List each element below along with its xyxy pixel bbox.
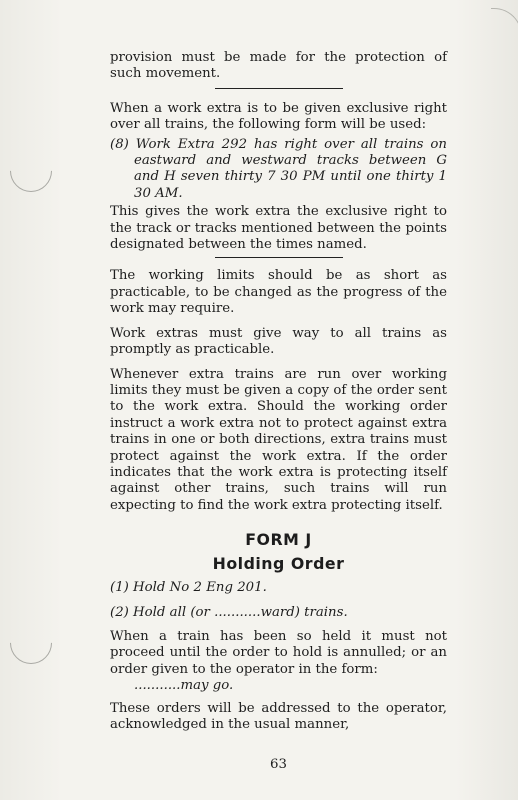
form-example-text: Work Extra 292 has right over all trains on eastward and westward tracks between G and H seven thirty 7 30 PM until one thirty 1 30 AM.	[134, 136, 447, 201]
binder-hole-bottom	[1, 613, 60, 672]
paragraph-extra-trains: Whenever extra trains are run over working limits they must be given a copy of the order sent to the work extra. Should the working order instruct a work extra not to protect against extra trains in one or both directions, extra trains must protect against the work extra. If the order indicates that the work extra is protecting itself against other trains, such trains will run expecting to find the work extra protecting itself.	[110, 366, 447, 513]
paragraph-provision: provision must be made for the protection of such movement.	[110, 50, 447, 82]
paragraph-work-extra-intro: When a work extra is to be given exclusive right over all trains, the following form will be used:	[110, 100, 447, 133]
holding-order-1: (1) Hold No 2 Eng 201.	[110, 580, 267, 596]
page-corner-edge	[491, 8, 518, 89]
section-rule	[215, 88, 343, 89]
paragraph-exclusive-right: This gives the work extra the exclusive right to the track or tracks mentioned between the points designated between the times named.	[110, 204, 447, 253]
form-example-number: (8)	[110, 136, 129, 152]
paragraph-held-train: When a train has been so held it must not proceed until the order to hold is annulled; or an order given to the operator in the form:	[110, 628, 447, 677]
binder-hole-top	[1, 141, 60, 200]
form-example-8	[110, 137, 447, 203]
text-column	[110, 50, 447, 733]
section-rule	[215, 257, 343, 258]
page-number: 63	[270, 757, 287, 772]
holding-order-2: (2) Hold all (or ...........ward) trains.	[110, 604, 348, 620]
form-heading: FORM J	[245, 530, 312, 550]
may-go-form: ...........may go.	[134, 678, 234, 694]
paragraph-addressed: These orders will be addressed to the operator, acknowledged in the usual manner,	[110, 700, 447, 732]
paragraph-give-way: Work extras must give way to all trains as promptly as practicable.	[110, 325, 447, 358]
paragraph-working-limits: The working limits should be as short as practicable, to be changed as the progress of the work may require.	[110, 268, 447, 317]
form-subheading: Holding Order	[212, 554, 345, 574]
